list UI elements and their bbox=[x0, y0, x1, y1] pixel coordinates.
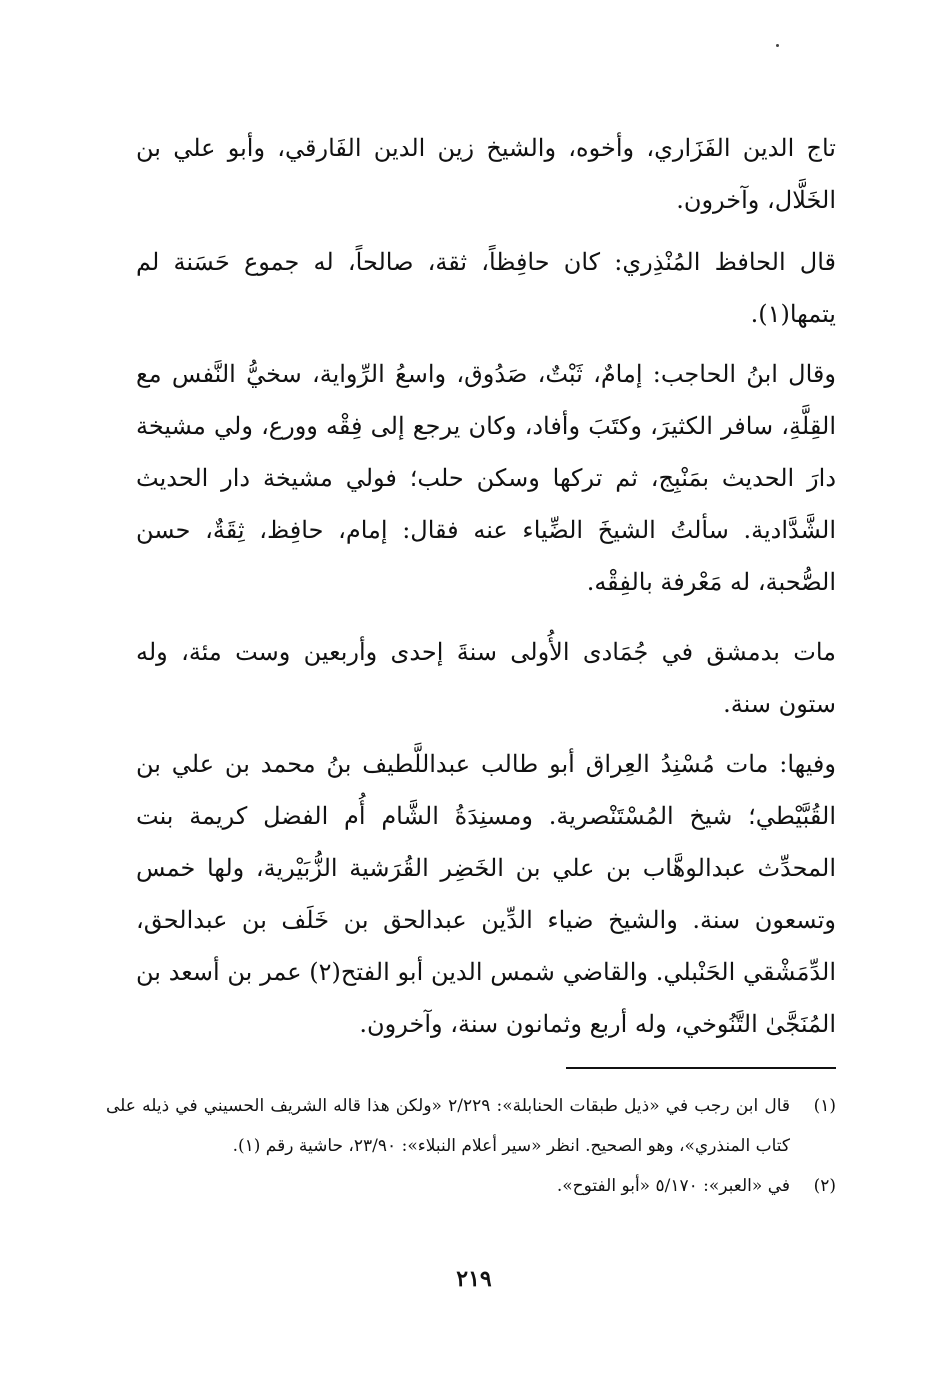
footnote-1-number: (١) bbox=[813, 1096, 836, 1116]
paragraph-2-text: قال الحافظ المُنْذِري: كان حافِظاً، ثقة، صالحاً، له جموع حَسَنة لم يتمها(١). bbox=[136, 248, 836, 328]
paragraph-4-text: مات بدمشق في جُمَادى الأُولى سنةَ إحدى وأربعين وست مئة، وله ستون سنة. bbox=[136, 638, 837, 718]
paragraph-5 bbox=[136, 738, 836, 1050]
paragraph-3 bbox=[136, 348, 836, 608]
footnote-divider bbox=[566, 1067, 836, 1069]
footnote-1-text: قال ابن رجب في «ذيل طبقات الحنابلة»: ٢/٢٢٩ «ولكن هذا قاله الشريف الحسيني في ذيله على كتاب المنذري»، وهو الصحيح. انظر «سير أعلام النبلاء»: ٢٣/٩٠، حاشية رقم (١). bbox=[106, 1096, 790, 1156]
paragraph-1-text: تاج الدين الفَزَاري، وأخوه، والشيخ زين الدين الفَارقي، وأبو علي بن الخَلَّال، وآخرون. bbox=[136, 134, 836, 214]
paragraph-1 bbox=[136, 122, 836, 226]
footnote-2 bbox=[106, 1166, 836, 1206]
paragraph-5-text: وفيها: مات مُسْنِدُ العِراق أبو طالب عبداللَّطيف بنُ محمد بن علي بن القُبَّيْطي؛ شيخ المُسْتَنْصرية. ومسنِدَةُ الشَّام أُم الفضل كريمة بنت المحدِّث عبدالوهَّاب بن علي بن الخَضِر القُرَشية الزُّبَيْرية، ولها خمس وتسعون سنة. والشيخ ضياء الدِّين عبدالحق بن خَلَف بن عبدالحق، الدِّمَشْقي الحَنْبلي. والقاضي شمس الدين أبو الفتح(٢) عمر بن أسعد بن المُنَجَّىٰ التَّنُوخي، وله أربع وثمانون سنة، وآخرون. bbox=[136, 750, 837, 1038]
paragraph-4 bbox=[136, 626, 836, 730]
scan-speck bbox=[776, 44, 779, 47]
paragraph-3-text: وقال ابنُ الحاجب: إمامٌ، ثَبْتٌ، صَدُوق، واسعُ الرِّواية، سخيُّ النَّفس مع القِلَّةِ، سافر الكثيرَ، وكتَبَ وأفاد، وكان يرجع إلى فِقْه وورع، ولي مشيخة دارَ الحديث بمَنْبِج، ثم تركها وسكن حلب؛ فولي مشيخة دار الحديث الشَّدَّادية. سألتُ الشيخَ الضِّياء عنه فقال: إمام، حافِظ، ثِقَةٌ، حسن الصُّحبة، له مَعْرفة بالفِقْه. bbox=[136, 360, 837, 596]
footnotes-section bbox=[106, 1086, 836, 1206]
page-number: ٢١٩ bbox=[456, 1266, 492, 1292]
footnote-2-text: في «العبر»: ٥/١٧٠ «أبو الفتوح». bbox=[556, 1176, 790, 1196]
paragraph-2 bbox=[136, 236, 836, 340]
footnote-1 bbox=[106, 1086, 836, 1166]
footnote-2-number: (٢) bbox=[813, 1176, 836, 1196]
